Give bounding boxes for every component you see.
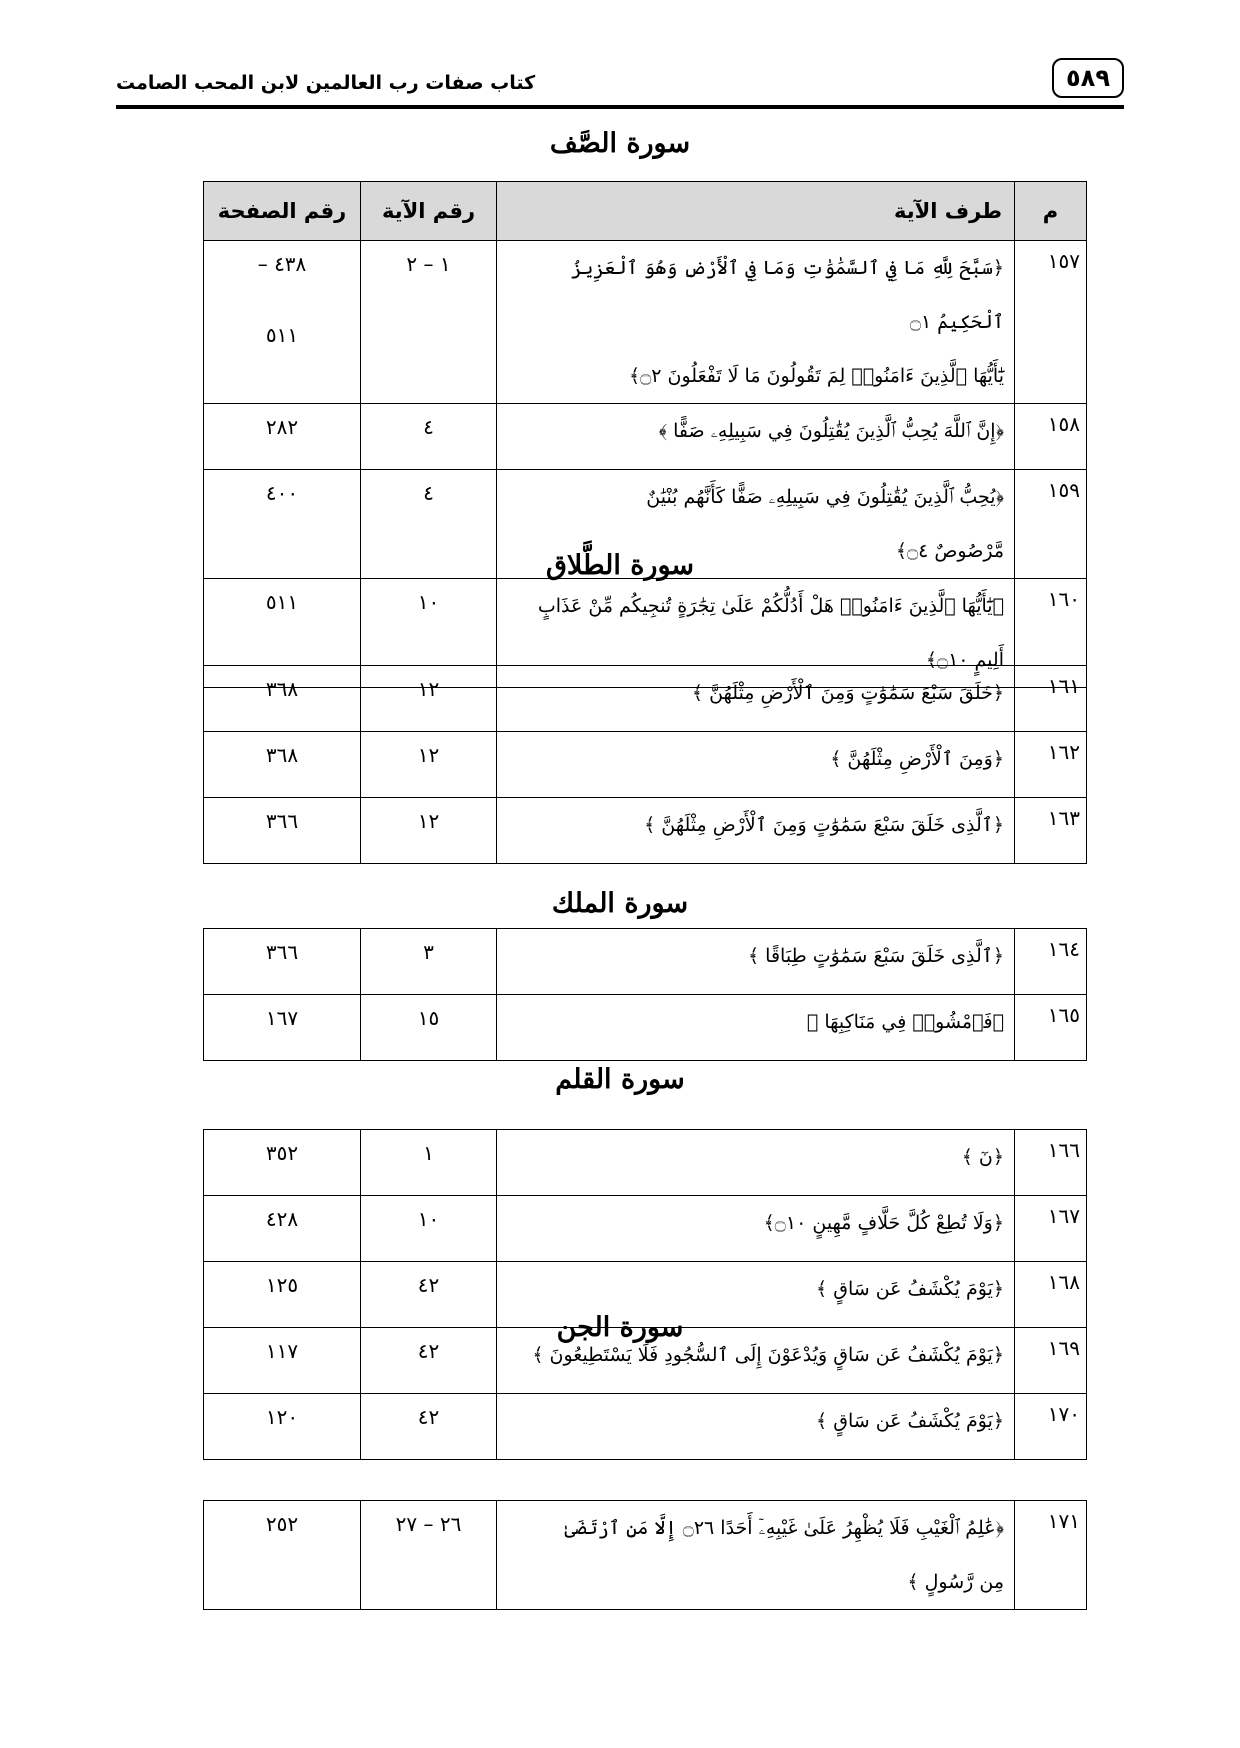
page-ref: ٣٥٢ bbox=[265, 1141, 299, 1165]
ayah-number: ٤ bbox=[423, 415, 434, 439]
row-number: ١٧١ bbox=[1015, 1501, 1087, 1610]
table-row bbox=[204, 929, 1087, 995]
surah-title: سورة القلم bbox=[555, 1064, 685, 1095]
col-header-number: م bbox=[1015, 182, 1087, 241]
verse-cell bbox=[497, 929, 1015, 995]
surah-index-table bbox=[203, 928, 1087, 1061]
table-row bbox=[204, 1130, 1087, 1196]
ayah-number-cell bbox=[361, 929, 497, 995]
surah-index-table bbox=[203, 1129, 1087, 1460]
page-ref: ٢٥٢ bbox=[265, 1512, 299, 1536]
verse-line: مِن رَّسُولٍ ﴾ bbox=[907, 1571, 1004, 1593]
verse-line: ﴿يَوْمَ يُكْشَفُ عَن سَاقٍ ﴾ bbox=[816, 1278, 1004, 1300]
ayah-number: ١٢ bbox=[417, 677, 440, 701]
row-number: ١٧٠ bbox=[1015, 1394, 1087, 1460]
row-number: ١٥٩ bbox=[1015, 470, 1087, 579]
row-number: ١٦٤ bbox=[1015, 929, 1087, 995]
ayah-number: ١٠ bbox=[417, 1207, 440, 1231]
page-number-cell bbox=[204, 1196, 361, 1262]
verse-line: ﴿يَوْمَ يُكْشَفُ عَن سَاقٍ وَيُدْعَوْنَ إِلَى ٱلسُّجُودِ فَلَا يَسْتَطِيعُونَ ﴾ bbox=[532, 1344, 1004, 1366]
table-row bbox=[204, 732, 1087, 798]
page-ref: ١٦٧ bbox=[265, 1006, 299, 1030]
ayah-number: ٤٢ bbox=[417, 1339, 440, 1363]
verse-line: ﴿ٱلَّذِى خَلَقَ سَبْعَ سَمَٰوَٰتٍ طِبَاقًا ﴾ bbox=[748, 945, 1004, 967]
verse-line: ﴿إِنَّ ٱللَّهَ يُحِبُّ ٱلَّذِينَ يُقَٰتِلُونَ فِي سَبِيلِهِۦ صَفًّا ﴾ bbox=[658, 420, 1004, 442]
ayah-number: ١٠ bbox=[417, 590, 440, 614]
table-row bbox=[204, 1501, 1087, 1610]
verse-line: ﴿يَٰٓأَيُّهَا ٱلَّذِينَ ءَامَنُوا۟ هَلْ أَدُلُّكُمْ عَلَىٰ تِجَٰرَةٍ تُنجِيكُم مِّنْ عَذَابٍ أَلِيمٍ ۝١٠﴾ bbox=[537, 595, 1004, 671]
verse-cell bbox=[497, 666, 1015, 732]
ayah-number-cell bbox=[361, 1130, 497, 1196]
verse-line: ﴿سَبَّحَ لِلَّهِ مَا فِي ٱلسَّمَٰوَٰتِ وَمَا فِي ٱلْأَرْضِ وَهُوَ ٱلْعَزِيزُ ٱلْحَكِيمُ ۝١ bbox=[571, 257, 1004, 333]
table-row bbox=[204, 241, 1087, 404]
row-number: ١٦٢ bbox=[1015, 732, 1087, 798]
verse-cell bbox=[497, 1501, 1015, 1610]
verse-line: ﴿وَمِنَ ٱلْأَرْضِ مِثْلَهُنَّ ﴾ bbox=[830, 748, 1004, 770]
col-header-ayah: رقم الآية bbox=[361, 182, 497, 241]
ayah-number: ١ – ٢ bbox=[406, 252, 451, 276]
table-row bbox=[204, 666, 1087, 732]
ayah-number-cell bbox=[361, 1501, 497, 1610]
page-ref: ٥١١ bbox=[265, 323, 299, 347]
verse-line: مَّرْصُوصٌ ۝٤﴾ bbox=[895, 540, 1004, 562]
ayah-number-cell bbox=[361, 995, 497, 1061]
row-number: ١٦٥ bbox=[1015, 995, 1087, 1061]
ayah-number: ٢٦ – ٢٧ bbox=[395, 1512, 462, 1536]
ayah-number-cell bbox=[361, 1394, 497, 1460]
page-number-cell bbox=[204, 666, 361, 732]
row-number: ١٥٨ bbox=[1015, 404, 1087, 470]
page-number-cell bbox=[204, 995, 361, 1061]
table-row bbox=[204, 1394, 1087, 1460]
ayah-number-cell bbox=[361, 404, 497, 470]
verse-line: ﴿يَوْمَ يُكْشَفُ عَن سَاقٍ ﴾ bbox=[816, 1410, 1004, 1432]
verse-cell bbox=[497, 1394, 1015, 1460]
surah-index-table bbox=[203, 181, 1087, 688]
table-header-row bbox=[204, 182, 1087, 241]
verse-cell bbox=[497, 732, 1015, 798]
row-number: ١٦٠ bbox=[1015, 579, 1087, 688]
page-ref: ٣٦٨ bbox=[265, 677, 299, 701]
page-number: ٥٨٩ bbox=[1052, 58, 1124, 98]
page-number-cell bbox=[204, 798, 361, 864]
page-ref: ١٢٠ bbox=[265, 1405, 299, 1429]
table-row bbox=[204, 404, 1087, 470]
page-number-cell bbox=[204, 241, 361, 404]
page-ref: ٣٦٦ bbox=[265, 809, 299, 833]
col-header-page: رقم الصفحة bbox=[204, 182, 361, 241]
ayah-number: ١ bbox=[423, 1141, 434, 1165]
ayah-number-cell bbox=[361, 241, 497, 404]
ayah-number: ٤٢ bbox=[417, 1273, 440, 1297]
page-number-cell bbox=[204, 1130, 361, 1196]
ayah-number: ١٥ bbox=[417, 1006, 440, 1030]
ayah-number: ١٢ bbox=[417, 809, 440, 833]
page-ref: ١٢٥ bbox=[265, 1273, 299, 1297]
verse-cell bbox=[497, 1196, 1015, 1262]
page-number-cell bbox=[204, 1501, 361, 1610]
page-ref: ٤٢٨ bbox=[265, 1207, 299, 1231]
col-header-verse: طرف الآية bbox=[497, 182, 1015, 241]
page-ref: ٤٣٨ – bbox=[257, 252, 307, 276]
verse-line: ﴿وَلَا تُطِعْ كُلَّ حَلَّافٍ مَّهِينٍ ۝١٠﴾ bbox=[763, 1212, 1004, 1234]
ayah-number-cell bbox=[361, 798, 497, 864]
row-number: ١٦٣ bbox=[1015, 798, 1087, 864]
page-number-cell bbox=[204, 929, 361, 995]
page-number-cell bbox=[204, 732, 361, 798]
verse-line: ﴿نٓ ﴾ bbox=[961, 1146, 1004, 1168]
surah-index-table bbox=[203, 665, 1087, 864]
verse-cell bbox=[497, 995, 1015, 1061]
table-row bbox=[204, 798, 1087, 864]
ayah-number: ٣ bbox=[423, 940, 434, 964]
ayah-number: ٤ bbox=[423, 481, 434, 505]
surah-index-table bbox=[203, 1500, 1087, 1610]
verse-line: ﴿فَٱمْشُوا۟ فِي مَنَاكِبِهَا ﴾ bbox=[806, 1011, 1004, 1033]
page-ref: ٥١١ bbox=[265, 590, 299, 614]
verse-cell bbox=[497, 798, 1015, 864]
surah-title: سورة الملك bbox=[551, 888, 689, 919]
table-row bbox=[204, 1196, 1087, 1262]
page-ref: ٣٦٨ bbox=[265, 743, 299, 767]
page-ref: ٤٠٠ bbox=[265, 481, 299, 505]
verse-cell bbox=[497, 241, 1015, 404]
verse-cell bbox=[497, 1130, 1015, 1196]
ayah-number-cell bbox=[361, 732, 497, 798]
verse-line: ﴿يُحِبُّ ٱلَّذِينَ يُقَٰتِلُونَ فِي سَبِيلِهِۦ صَفًّا كَأَنَّهُم بُنْيَٰنٌ bbox=[646, 486, 1004, 508]
verse-line: ﴿ٱلَّذِى خَلَقَ سَبْعَ سَمَٰوَٰتٍ وَمِنَ ٱلْأَرْضِ مِثْلَهُنَّ ﴾ bbox=[644, 814, 1004, 836]
ayah-number: ١٢ bbox=[417, 743, 440, 767]
surah-title: سورة الجن bbox=[556, 1312, 684, 1343]
page-number-cell bbox=[204, 1394, 361, 1460]
book-title: كتاب صفات رب العالمين لابن المحب الصامت bbox=[116, 72, 536, 94]
page-header bbox=[116, 52, 1124, 110]
ayah-number-cell bbox=[361, 1196, 497, 1262]
page-ref: ٢٨٢ bbox=[265, 415, 299, 439]
surah-title: سورة الصَّف bbox=[549, 128, 691, 159]
ayah-number: ٤٢ bbox=[417, 1405, 440, 1429]
page-number-cell bbox=[204, 404, 361, 470]
row-number: ١٦١ bbox=[1015, 666, 1087, 732]
page-ref: ٣٦٦ bbox=[265, 940, 299, 964]
ayah-number-cell bbox=[361, 666, 497, 732]
table-row bbox=[204, 995, 1087, 1061]
verse-line: يَٰٓأَيُّهَا ٱلَّذِينَ ءَامَنُوا۟ لِمَ تَقُولُونَ مَا لَا تَفْعَلُونَ ۝٢﴾ bbox=[628, 365, 1004, 387]
row-number: ١٦٨ bbox=[1015, 1262, 1087, 1328]
verse-line: ﴿خَلَقَ سَبْعَ سَمَٰوَٰتٍ وَمِنَ ٱلْأَرْضِ مِثْلَهُنَّ ﴾ bbox=[691, 682, 1004, 704]
verse-line: ﴿عَٰلِمُ ٱلْغَيْبِ فَلَا يُظْهِرُ عَلَىٰ غَيْبِهِۦٓ أَحَدًا ۝٢٦ إِلَّا مَنِ ٱرْتَضَىٰ bbox=[564, 1517, 1004, 1539]
verse-cell bbox=[497, 404, 1015, 470]
page-ref: ١١٧ bbox=[265, 1339, 299, 1363]
row-number: ١٦٦ bbox=[1015, 1130, 1087, 1196]
header-rule bbox=[116, 105, 1124, 109]
row-number: ١٦٩ bbox=[1015, 1328, 1087, 1394]
surah-title: سورة الطَّلاق bbox=[545, 550, 695, 581]
row-number: ١٦٧ bbox=[1015, 1196, 1087, 1262]
row-number: ١٥٧ bbox=[1015, 241, 1087, 404]
